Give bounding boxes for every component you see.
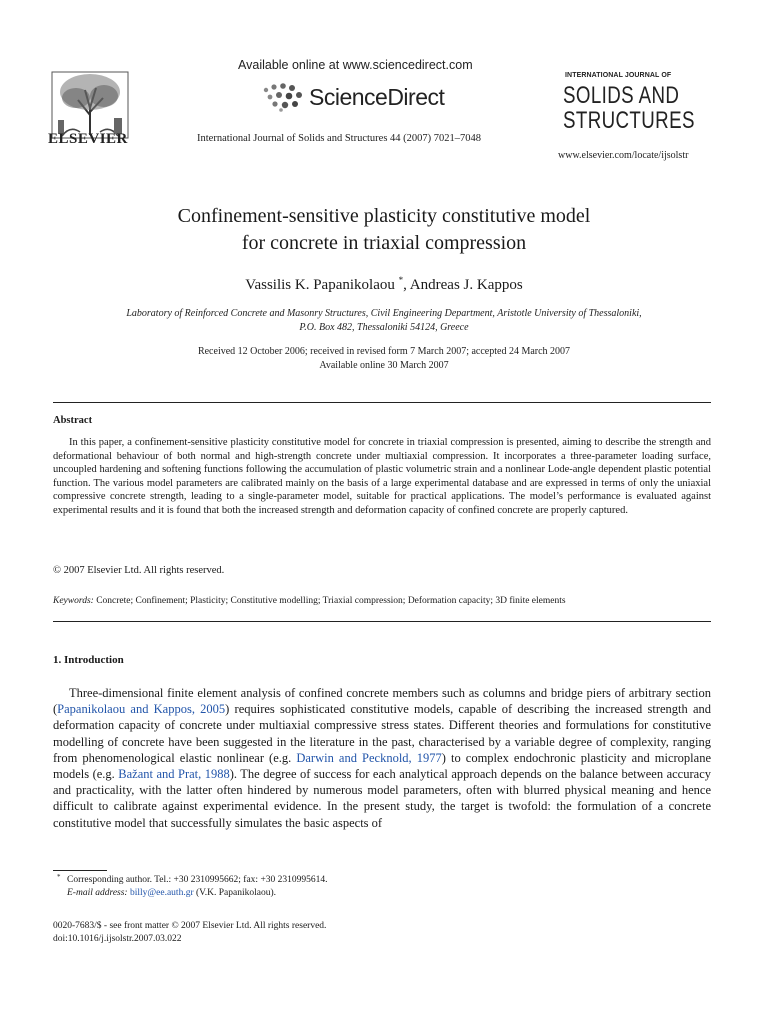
article-title <box>0 203 768 257</box>
intro-text-4: ). The degree of success for each analytical approach depends on the balance between accuracy and practicality, with the latter often hindered by numerous model parameters, often with blurred physical meaning and hence difficult to calibrate against experimental evidence. In the present study, the target is twofold: the formulation of a concrete constitutive model that successfully simulates the basic aspects of <box>53 767 711 830</box>
issn-line: 0020-7683/$ - see front matter © 2007 Elsevier Ltd. All rights reserved. <box>53 921 327 931</box>
doi-line[interactable]: doi:10.1016/j.ijsolstr.2007.03.022 <box>53 934 182 944</box>
intro-text-3: ) to complex endochronic plasticity and microplane models (e.g. <box>53 750 711 782</box>
journal-logo-line2: STRUCTURES <box>563 107 695 134</box>
journal-logo-line1: SOLIDS AND <box>563 82 680 109</box>
abstract-heading: Abstract <box>53 415 93 426</box>
divider-top <box>53 402 711 403</box>
citation-link[interactable]: Darwin and Pecknold, 1977 <box>296 750 442 765</box>
article-dates <box>0 345 768 373</box>
intro-text-1: Three-dimensional finite element analysis of confined concrete members such as columns and bridge piers of arbitrary section ( <box>53 686 711 717</box>
email-label: E-mail address: <box>67 888 128 898</box>
authors <box>0 275 768 294</box>
title-line-1: Confinement-sensitive plasticity constitutive model <box>177 205 591 227</box>
journal-citation: International Journal of Solids and Structures 44 (2007) 7021–7048 <box>197 133 482 144</box>
footnote <box>53 874 328 900</box>
keywords-list: Concrete; Confinement; Plasticity; Constitutive modelling; Triaxial compression; Deformation capacity; 3D finite elements <box>96 596 566 606</box>
author-2: Andreas J. Kappos <box>409 277 523 293</box>
introduction-body <box>53 685 711 831</box>
introduction-paragraph <box>53 685 711 831</box>
footnote-mark: * <box>57 873 61 881</box>
affiliation-line-1: Laboratory of Reinforced Concrete and Masonry Structures, Civil Engineering Department, Aristotle University of Thessaloniki, <box>126 308 642 319</box>
email-line <box>53 887 328 900</box>
footnote-divider <box>53 870 107 871</box>
affiliation-line-2: P.O. Box 482, Thessaloniki 54124, Greece <box>299 322 469 333</box>
citation-link[interactable]: Papanikolaou and Kappos, 2005 <box>57 702 226 717</box>
abstract-body <box>53 436 711 517</box>
available-online-date: Available online 30 March 2007 <box>319 360 449 371</box>
section-heading-introduction: 1. Introduction <box>53 654 124 666</box>
divider-bottom <box>53 621 711 622</box>
title-line-2: for concrete in triaxial compression <box>241 232 527 254</box>
received-dates: Received 12 October 2006; received in revised form 7 March 2007; accepted 24 March 2007 <box>197 346 571 357</box>
affiliation <box>0 307 768 335</box>
email-suffix: (V.K. Papanikolaou). <box>193 888 277 898</box>
journal-logo-subtitle: INTERNATIONAL JOURNAL OF <box>565 72 672 79</box>
journal-logo-title <box>563 83 695 133</box>
keywords <box>53 596 566 606</box>
intro-text-2: ) requires sophisticated constitutive models, capable of describing the increased strength and deformation capacity of concrete under multiaxial compressive stress states. Different theories and formulations for constitutive modelling of concrete have been suggested in the literature in the past, characterised by a variable degree of complexity, ranging from phenomenological elastic nonlinear (e.g. <box>53 702 711 765</box>
corresponding-author-mark[interactable]: * <box>398 275 404 285</box>
author-separator: , <box>403 277 410 293</box>
publisher-name: ELSEVIER <box>48 131 128 147</box>
email-link[interactable]: billy@ee.auth.gr <box>129 888 194 898</box>
citation-link[interactable]: Bažant and Prat, 1988 <box>118 767 230 782</box>
publication-info <box>53 920 326 946</box>
sciencedirect-brand: ScienceDirect <box>309 84 445 110</box>
author-1: Vassilis K. Papanikolaou <box>245 277 395 293</box>
corresponding-author-note: Corresponding author. Tel.: +30 2310995662; fax: +30 2310995614. <box>67 875 328 885</box>
journal-url-link[interactable]: www.elsevier.com/locate/ijsolstr <box>558 150 689 161</box>
sciencedirect-dots-logo <box>260 82 308 112</box>
abstract-text: In this paper, a confinement-sensitive plasticity constitutive model for concrete in triaxial compression is presented, aiming to describe the strength and deformational behaviour of both normal and high-strength concrete under multiaxial compression. It incorporates a three-parameter loading surface, uncoupled hardening and softening functions following the accumulation of plastic volumetric strain and a nonlinear Lode-angle dependent plastic potential function. The various model parameters are calibrated mainly on the basis of a large experimental database and are expressed in terms of only the uniaxial compressive concrete strength, leading to a single-parameter model, suitable for practical applications. The model’s performance is evaluated against experimental results and it is found that both the increased strength and deformation capacity of confined concrete are properly captured. <box>53 437 711 516</box>
available-online-link[interactable]: Available online at www.sciencedirect.com <box>238 58 473 72</box>
abstract-copyright: © 2007 Elsevier Ltd. All rights reserved. <box>53 565 225 576</box>
keywords-label: Keywords: <box>53 596 94 606</box>
